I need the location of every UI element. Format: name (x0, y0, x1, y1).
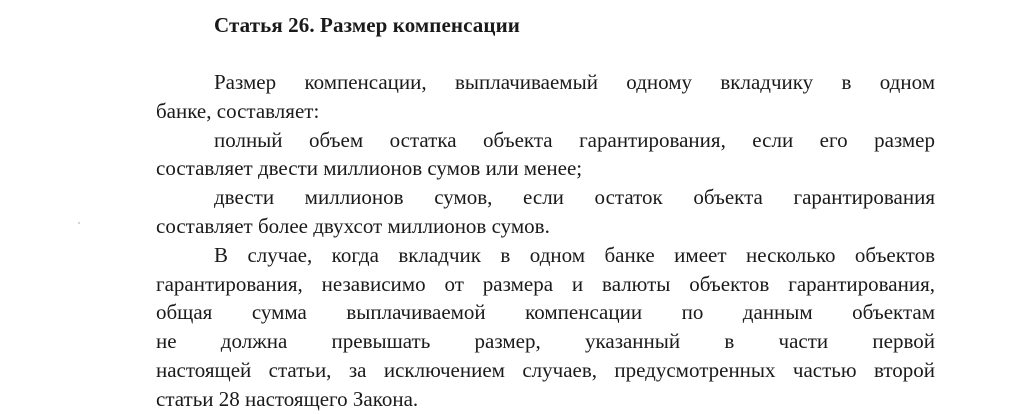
article-body (156, 68, 935, 414)
text-line: полный объем остатка объекта гарантирования, если его размер (214, 127, 935, 152)
article-title: Статья 26. Размер компенсации (214, 13, 520, 37)
paragraph-compensation-amount (156, 68, 935, 126)
text-line: двести миллионов сумов, если остаток объекта гарантирования (214, 185, 935, 210)
scan-speck (78, 222, 80, 224)
text-line: не должна превышать размер, указанный в части первой (156, 329, 935, 354)
text-line: банке, составляет: (156, 98, 320, 123)
text-line: гарантирования, независимо от размера и валюты объектов гарантирования, (156, 271, 935, 296)
text-line: Размер компенсации, выплачиваемый одному вкладчику в одном (214, 70, 935, 94)
paragraph-multiple-objects (156, 241, 935, 414)
paragraph-full-balance (156, 126, 935, 184)
text-line: составляет двести миллионов сумов или менее; (156, 156, 583, 181)
text-line: общая сумма выплачиваемой компенсации по данным объектам (156, 300, 935, 325)
text-line: В случае, когда вкладчик в одном банке имеет несколько объектов (214, 242, 935, 267)
paragraph-two-hundred-million (156, 183, 935, 241)
text-line: составляет более двухсот миллионов сумов. (156, 213, 550, 238)
text-line: статьи 28 настоящего Закона. (156, 386, 419, 411)
text-line: настоящей статьи, за исключением случаев, предусмотренных частью второй (156, 357, 935, 382)
